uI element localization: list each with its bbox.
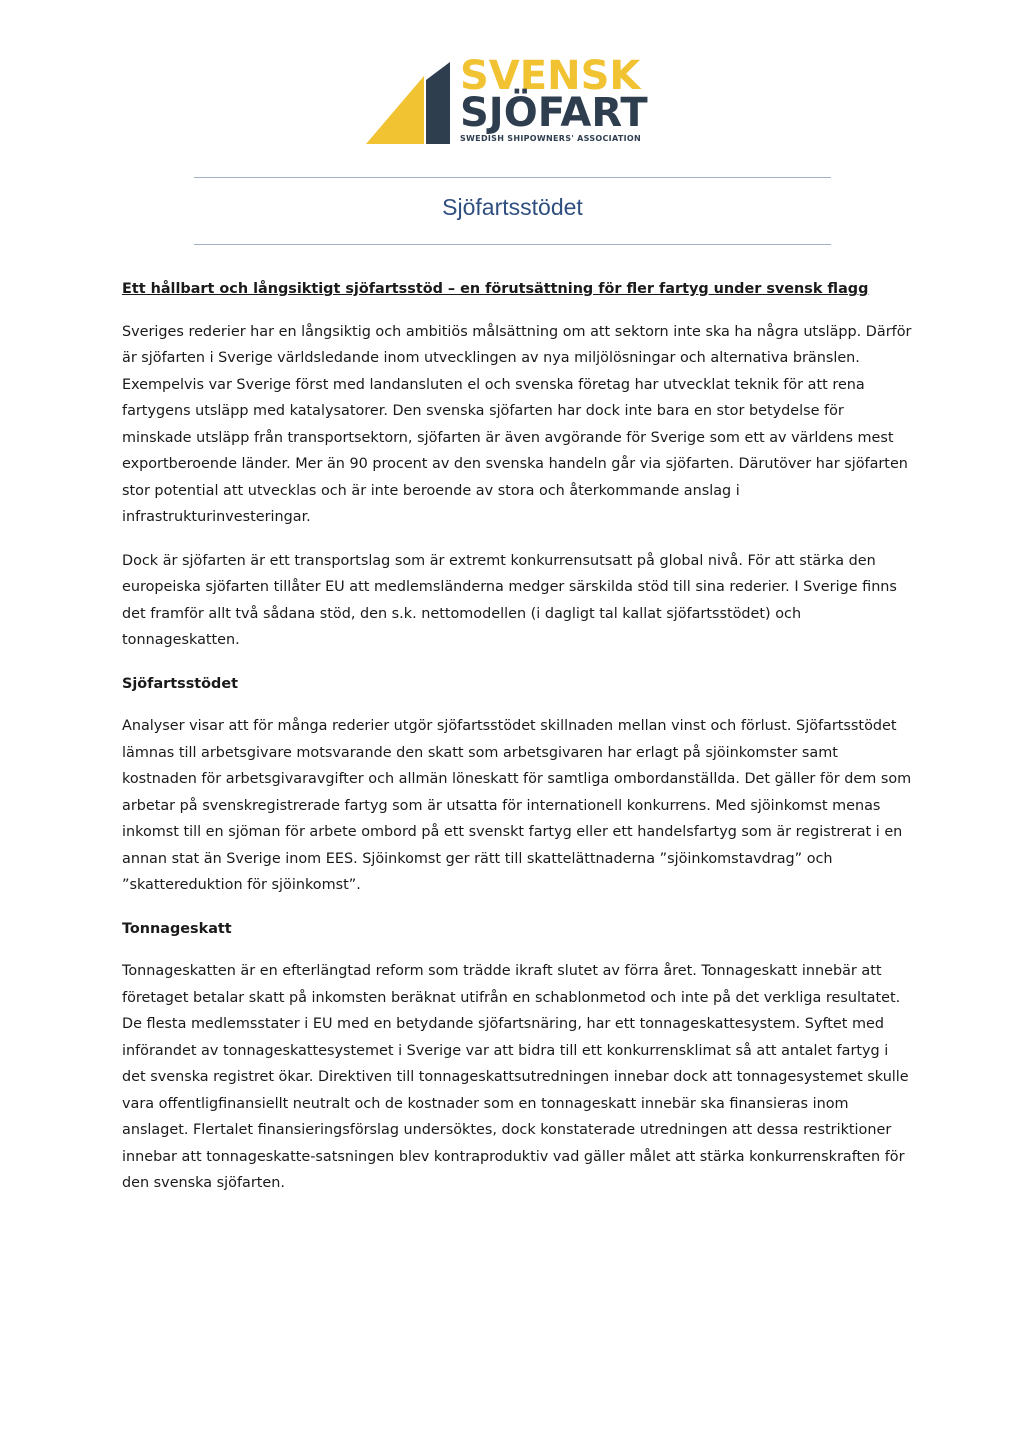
section-paragraph-sjofartsstodet: Analyser visar att för många rederier utgör sjöfartsstödet skillnaden mellan vinst och förlust. Sjöfartsstödet lämnas till arbetsgivare motsvarande den skatt som arbetsgivaren har erlagt på sjöinkomster samt kostnaden för arbetsgivaravgifter och allmän löneskatt för samtliga ombordanställda. Det gäller för dem som arbetar på svenskregistrerade fartyg som är utsatta för internationell konkurrens. Med sjöinkomst menas inkomst till en sjöman för arbete ombord på ett svenskt fartyg eller ett handelsfartyg som är registrerat i en annan stat än Sverige inom EES. Sjöinkomst ger rätt till skattelättnaderna ”sjöinkomstavdrag” och ”skattereduktion för sjöinkomst”. bbox=[122, 718, 912, 893]
document-title: Sjöfartsstödet bbox=[442, 194, 583, 220]
section-heading-sjofartsstodet: Sjöfartsstödet bbox=[122, 675, 238, 692]
svensk-sjofart-logo bbox=[366, 53, 666, 150]
title-divider-bottom bbox=[194, 244, 831, 245]
logo-tagline: SWEDISH SHIPOWNERS' ASSOCIATION bbox=[460, 134, 641, 143]
document-body bbox=[122, 276, 912, 1214]
section-paragraph-tonnageskatt: Tonnageskatten är en efterlängtad reform som trädde ikraft slutet av förra året. Tonnageskatt innebär att företaget betalar skatt på inkomsten beräknat utifrån en schablonmetod och inte på det verkliga resultatet. De flesta medlemsstater i EU med en betydande sjöfartsnäring, har ett tonnageskattesystem. Syftet med införandet av tonnageskattesystemet i Sverige var att bidra till ett konkurrensklimat så att antalet fartyg i det svenska registret ökar. Direktiven till tonnageskattsutredningen innebar dock att tonnagesystemet skulle vara offentligfinansiellt neutralt och de kostnader som en tonnageskatt innebär ska finansieras inom anslaget. Flertalet finansieringsförslag undersöktes, dock konstaterade utredningen att dessa restriktioner innebar att tonnageskatte-satsningen blev kontraproduktiv vad gäller målet att stärka konkurrenskraften för den svenska sjöfarten. bbox=[122, 963, 909, 1191]
logo-line-svensk: SVENSK bbox=[460, 53, 641, 99]
intro-paragraph-1: Sveriges rederier har en långsiktig och ambitiös målsättning om att sektorn inte ska ha några utsläpp. Därför är sjöfarten i Sverige världsledande inom utvecklingen av nya miljölösningar och alternativa bränslen. Exempelvis var Sverige först med landansluten el och svenska företag har utvecklat teknik för att rena fartygens utsläpp med katalysatorer. Den svenska sjöfarten har dock inte bara en stor betydelse för minskade utsläpp från transportsektorn, sjöfarten är även avgörande för Sverige som ett av världens mest exportberoende länder. Mer än 90 procent av den svenska handeln går via sjöfarten. Därutöver har sjöfarten stor potential att utvecklas och är inte beroende av stora och återkommande anslag i infrastrukturinvesteringar. bbox=[122, 323, 912, 525]
section-heading-tonnageskatt: Tonnageskatt bbox=[122, 920, 232, 937]
logo-line-sjofart: SJÖFART bbox=[460, 90, 648, 136]
sail-logo-icon bbox=[366, 58, 458, 146]
logo-wordmark bbox=[460, 53, 648, 144]
intro-paragraph-2: Dock är sjöfarten är ett transportslag som är extremt konkurrensutsatt på global nivå. För att stärka den europeiska sjöfarten tillåter EU att medlemsländerna medger särskilda stöd till sina rederier. I Sverige finns det framför allt två sådana stöd, den s.k. nettomodellen (i dagligt tal kallat sjöfartsstödet) och tonnageskatten. bbox=[122, 552, 897, 648]
main-heading: Ett hållbart och långsiktigt sjöfartsstöd – en förutsättning för fler fartyg under svensk flagg bbox=[122, 281, 869, 297]
title-divider-top bbox=[194, 177, 831, 178]
